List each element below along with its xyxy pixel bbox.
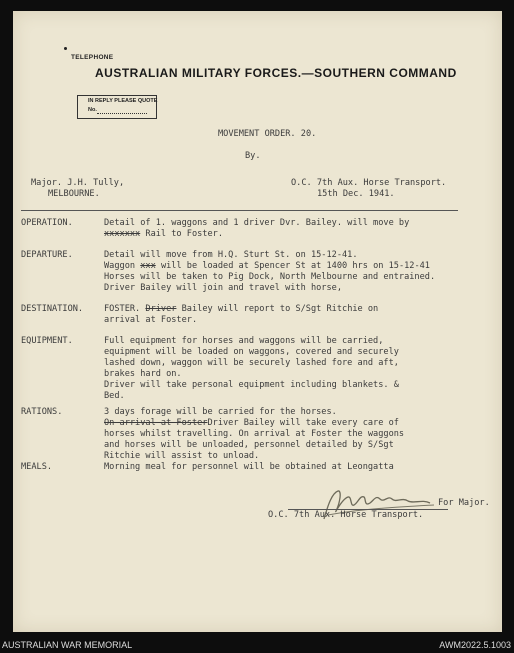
caption-right: AWM2022.5.1003 bbox=[439, 640, 511, 650]
rations-line-1: 3 days forage will be carried for the horses. bbox=[104, 407, 337, 417]
from-name: Major. J.H. Tully, bbox=[31, 178, 125, 188]
equipment-line-3: lashed down, waggon will be securely lashed fore and aft, bbox=[104, 358, 399, 368]
rations-line-3: horses whilst travelling. On arrival at Foster the waggons bbox=[104, 429, 405, 439]
to-unit: O.C. 7th Aux. Horse Transport. bbox=[291, 178, 447, 188]
for-major: For Major. bbox=[438, 498, 490, 508]
document-page bbox=[13, 11, 502, 632]
departure-strike: xxx bbox=[140, 261, 156, 271]
destination-place: FOSTER. bbox=[104, 304, 141, 314]
reply-no-label: No. bbox=[88, 107, 97, 113]
caption-left: AUSTRALIAN WAR MEMORIAL bbox=[2, 640, 133, 650]
header-divider bbox=[21, 210, 458, 211]
departure-line-2 bbox=[104, 261, 430, 271]
reply-no-line bbox=[97, 113, 147, 114]
equipment-line-6: Bed. bbox=[104, 391, 125, 401]
destination-line-1-text: Bailey will report to S/Sgt Ritchie on bbox=[176, 304, 379, 314]
operation-label: OPERATION. bbox=[21, 218, 73, 228]
reply-label: IN REPLY PLEASE QUOTE bbox=[88, 98, 158, 104]
destination-line-2: arrival at Foster. bbox=[104, 315, 198, 325]
departure-label: DEPARTURE. bbox=[21, 250, 73, 260]
order-title: MOVEMENT ORDER. 20. bbox=[218, 129, 317, 139]
destination-label: DESTINATION. bbox=[21, 304, 84, 314]
equipment-line-1: Full equipment for horses and waggons will be carried, bbox=[104, 336, 384, 346]
rations-line-4: and horses will be unloaded, personnel detailed by S/Sgt bbox=[104, 440, 394, 450]
operation-line-2 bbox=[104, 229, 223, 239]
operation-line-1: Detail of 1. waggons and 1 driver Dvr. Bailey. will move by bbox=[104, 218, 410, 228]
equipment-label: EQUIPMENT. bbox=[21, 336, 73, 346]
destination-strike: Driver bbox=[145, 304, 177, 314]
signature-unit: O.C. 7th Aux. Horse Transport. bbox=[268, 510, 424, 520]
rations-strike: On arrival at Foster bbox=[104, 418, 208, 428]
rations-line-2-text: Driver Bailey will take every care of bbox=[207, 418, 399, 428]
ink-dot bbox=[64, 47, 67, 50]
order-date: 15th Dec. 1941. bbox=[317, 189, 395, 199]
telephone-label: TELEPHONE bbox=[71, 54, 114, 61]
departure-line-1: Detail will move from H.Q. Sturt St. on 15-12-41. bbox=[104, 250, 358, 260]
departure-waggon: Waggon bbox=[104, 261, 136, 271]
equipment-line-4: brakes hard on. bbox=[104, 369, 182, 379]
from-place: MELBOURNE. bbox=[48, 189, 100, 199]
equipment-line-2: equipment will be loaded on waggons, covered and securely bbox=[104, 347, 399, 357]
order-by: By. bbox=[245, 151, 261, 161]
rations-label: RATIONS. bbox=[21, 407, 63, 417]
destination-line-1 bbox=[104, 304, 378, 314]
operation-line-2-text: Rail to Foster. bbox=[140, 229, 224, 239]
letterhead-title: AUSTRALIAN MILITARY FORCES.—SOUTHERN COMMAND bbox=[95, 66, 457, 80]
departure-line-2-text: will be loaded at Spencer St at 1400 hrs on 15-12-41 bbox=[155, 261, 430, 271]
meals-label: MEALS. bbox=[21, 462, 53, 472]
rations-line-5: Ritchie will assist to unload. bbox=[104, 451, 260, 461]
rations-line-2 bbox=[104, 418, 399, 428]
reply-quote-box bbox=[77, 95, 157, 119]
meals-line-1: Morning meal for personnel will be obtained at Leongatta bbox=[104, 462, 394, 472]
departure-line-3: Horses will be taken to Pig Dock, North Melbourne and entrained. bbox=[104, 272, 436, 282]
departure-line-4: Driver Bailey will join and travel with horse, bbox=[104, 283, 342, 293]
equipment-line-5: Driver will take personal equipment including blankets. & bbox=[104, 380, 399, 390]
operation-strike: xxxxxxx bbox=[104, 229, 141, 239]
